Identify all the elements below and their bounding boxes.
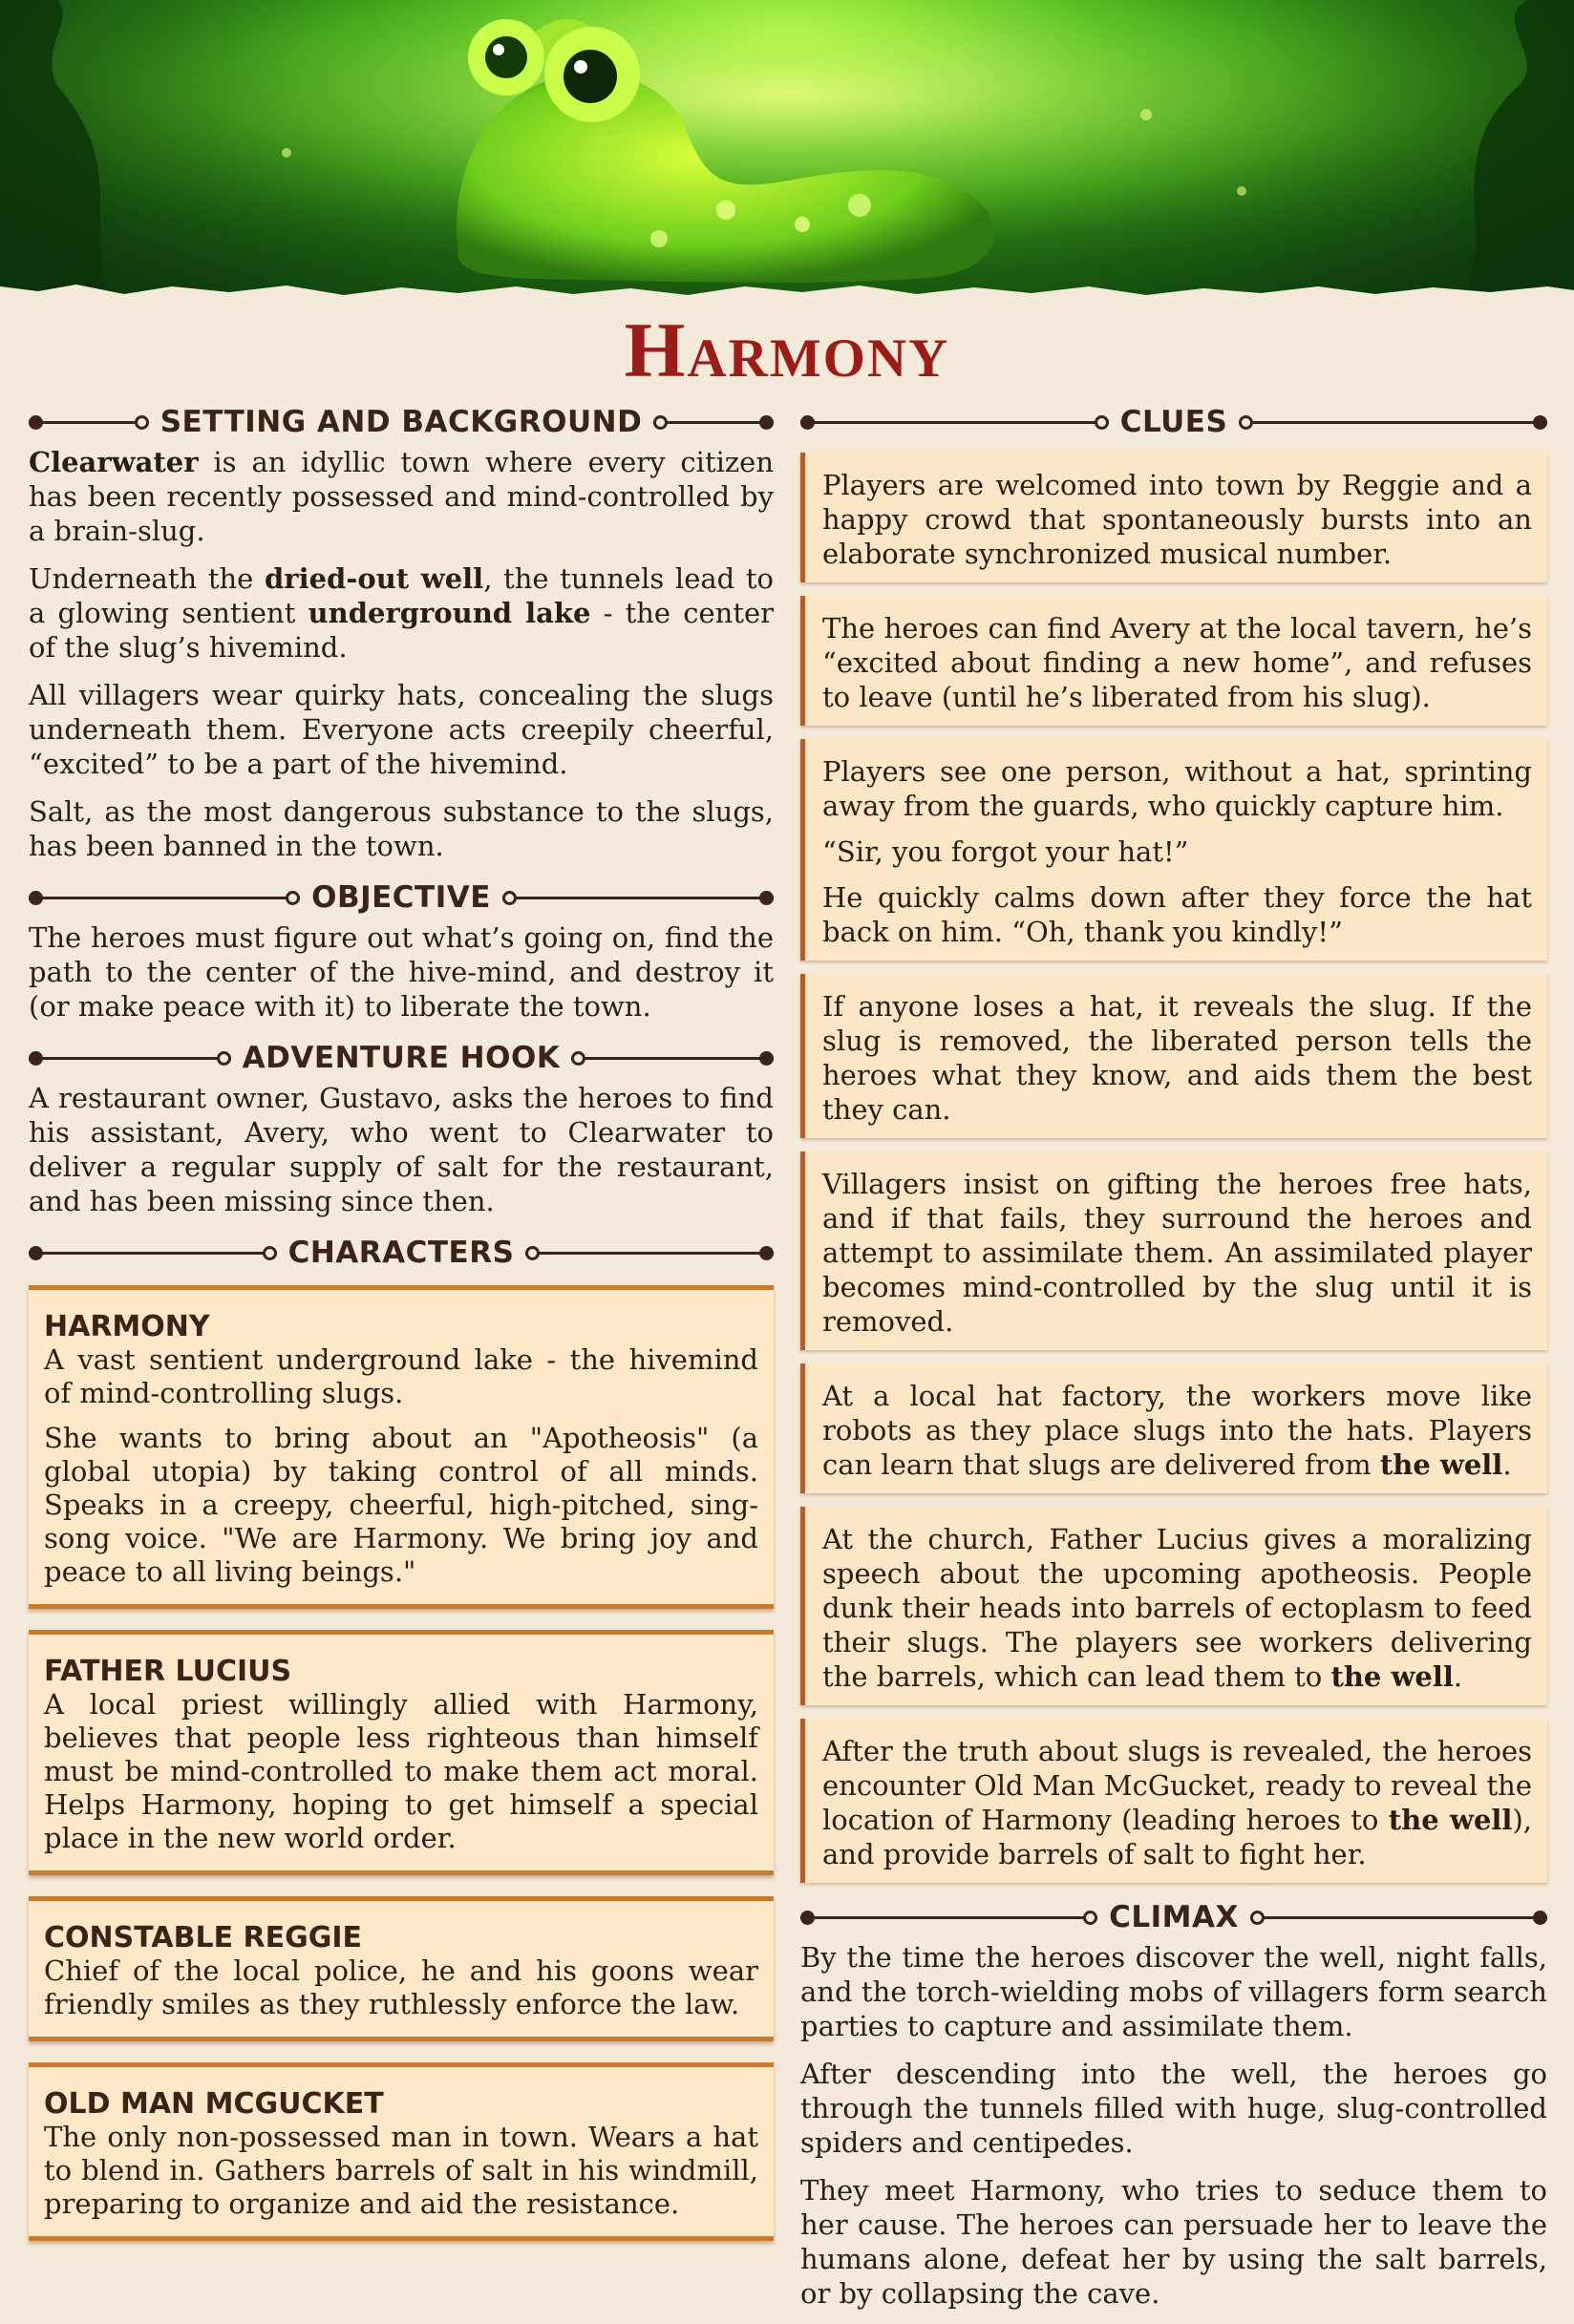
clues-heading <box>800 401 1547 443</box>
clue-card <box>800 453 1547 582</box>
clue-text: He quickly calms down after they force the hat back on him. “Oh, thank you kindly!” <box>822 881 1532 948</box>
clue-text: Players are welcomed into town by Reggie and a happy crowd that spontaneously bursts into an elaborate synchronized musical number. <box>822 469 1532 570</box>
clue-text: If anyone loses a hat, it reveals the slug. If the slug is removed, the liberated person tells the heroes what they know, and aids them the best they can. <box>822 990 1532 1126</box>
character-description: Chief of the local police, he and his goons wear friendly smiles as they ruthlessly enforce the law. <box>44 1954 758 2020</box>
characters-heading <box>29 1232 774 1274</box>
character-name: FATHER LUCIUS <box>44 1655 292 1688</box>
climax-paragraph-3: They meet Harmony, who tries to seduce them to her cause. The heroes can persuade her to leave the humans alone, defeat her by using the salt barrels, or by collapsing the cave. <box>800 2174 1547 2310</box>
character-card-lucius <box>29 1630 774 1875</box>
setting-heading <box>29 401 774 443</box>
clue-text: Players see one person, without a hat, sprinting away from the guards, who quickly capture him. <box>822 755 1532 822</box>
clue-text: The heroes can find Avery at the local tavern, he’s “excited about finding a new home”, and refuses to leave (until he’s liberated from his slug). <box>822 612 1532 713</box>
page-title: Harmony <box>624 306 950 393</box>
setting-paragraph-2: Underneath the dried-out well, the tunnels lead to a glowing sentient underground lake - the center of the slug’s hivemind. <box>29 562 774 664</box>
clue-text: After the truth about slugs is revealed, the heroes encounter Old Man McGucket, ready to reveal the location of Harmony (leading heroes to the well), and provide barrels of salt to fight her. <box>822 1735 1532 1870</box>
climax-paragraph-2: After descending into the well, the heroes go through the tunnels filled with huge, slug-controlled spiders and centipedes. <box>800 2058 1547 2159</box>
character-description: A local priest willingly allied with Harmony, believes that people less righteous than himself must be mind-controlled to make them act moral. Helps Harmony, hoping to get himself a special place in the new world order. <box>44 1688 758 1854</box>
character-name: HARMONY <box>44 1310 210 1343</box>
clue-card <box>800 1151 1547 1350</box>
character-name: CONSTABLE REGGIE <box>44 1921 363 1954</box>
setting-paragraph-1: Clearwater is an idyllic town where every citizen has been recently possessed and mind-controlled by a brain-slug. <box>29 446 774 547</box>
clue-text: “Sir, you forgot your hat!” <box>822 835 1189 868</box>
clue-card <box>800 739 1547 961</box>
climax-paragraph-1: By the time the heroes discover the well, night falls, and the torch-wielding mobs of villagers form search parties to capture and assimilate them. <box>800 1941 1547 2042</box>
objective-paragraph: The heroes must figure out what’s going on, find the path to the center of the hive-mind, and destroy it (or make peace with it) to liberate the town. <box>29 921 774 1023</box>
objective-heading <box>29 877 774 919</box>
clue-card <box>800 1719 1547 1883</box>
clue-card <box>800 1507 1547 1705</box>
character-description: The only non-possessed man in town. Wears a hat to blend in. Gathers barrels of salt in his windmill, preparing to organize and aid the resistance. <box>44 2121 758 2220</box>
climax-heading-label: CLIMAX <box>1109 1900 1239 1934</box>
hook-heading-label: ADVENTURE HOOK <box>242 1041 561 1075</box>
character-card-mcgucket <box>29 2062 774 2241</box>
objective-heading-label: OBJECTIVE <box>311 880 491 915</box>
character-description: A vast sentient underground lake - the hivemind of mind-controlling slugs. <box>44 1343 758 1409</box>
clue-text: Villagers insist on gifting the heroes free hats, and if that fails, they surround the heroes and attempt to assimilate them. An assimilated player becomes mind-controlled by the slug until it is removed. <box>822 1168 1532 1338</box>
character-name: OLD MAN MCGUCKET <box>44 2087 384 2121</box>
hook-heading <box>29 1037 774 1079</box>
character-card-harmony <box>29 1285 774 1609</box>
hook-paragraph: A restaurant owner, Gustavo, asks the heroes to find his assistant, Avery, who went to Clearwater to deliver a regular supply of salt for the restaurant, and has been missing since then. <box>29 1082 774 1217</box>
setting-paragraph-4: Salt, as the most dangerous substance to the slugs, has been banned in the town. <box>29 795 774 862</box>
setting-paragraph-3: All villagers wear quirky hats, concealing the slugs underneath them. Everyone acts creepily cheerful, “excited” to be a part of the hivemind. <box>29 679 774 780</box>
clue-card <box>800 596 1547 726</box>
characters-heading-label: CHARACTERS <box>287 1236 515 1270</box>
clue-card <box>800 1363 1547 1493</box>
clue-card <box>800 974 1547 1138</box>
clues-heading-label: CLUES <box>1119 405 1228 439</box>
banner-illustration <box>0 0 1574 315</box>
clue-text: At the church, Father Lucius gives a moralizing speech about the upcoming apotheosis. People dunk their heads into barrels of ectoplasm to feed their slugs. The players see workers delivering the barrels, which can lead them to the well. <box>822 1523 1532 1693</box>
setting-heading-label: SETTING AND BACKGROUND <box>160 405 643 439</box>
climax-heading <box>800 1896 1547 1938</box>
character-description: She wants to bring about an "Apotheosis" (a global utopia) by taking control of all minds. Speaks in a creepy, cheerful, high-pitched, sing-song voice. "We are Harmony. We bring joy and peace to all living beings." <box>44 1422 758 1588</box>
clue-text: At a local hat factory, the workers move like robots as they place slugs into the hats. Players can learn that slugs are delivered from the well. <box>822 1380 1532 1481</box>
character-card-reggie <box>29 1896 774 2041</box>
right-column <box>800 401 1547 2324</box>
slug-creature-art <box>0 0 1574 315</box>
left-column <box>29 401 774 2262</box>
